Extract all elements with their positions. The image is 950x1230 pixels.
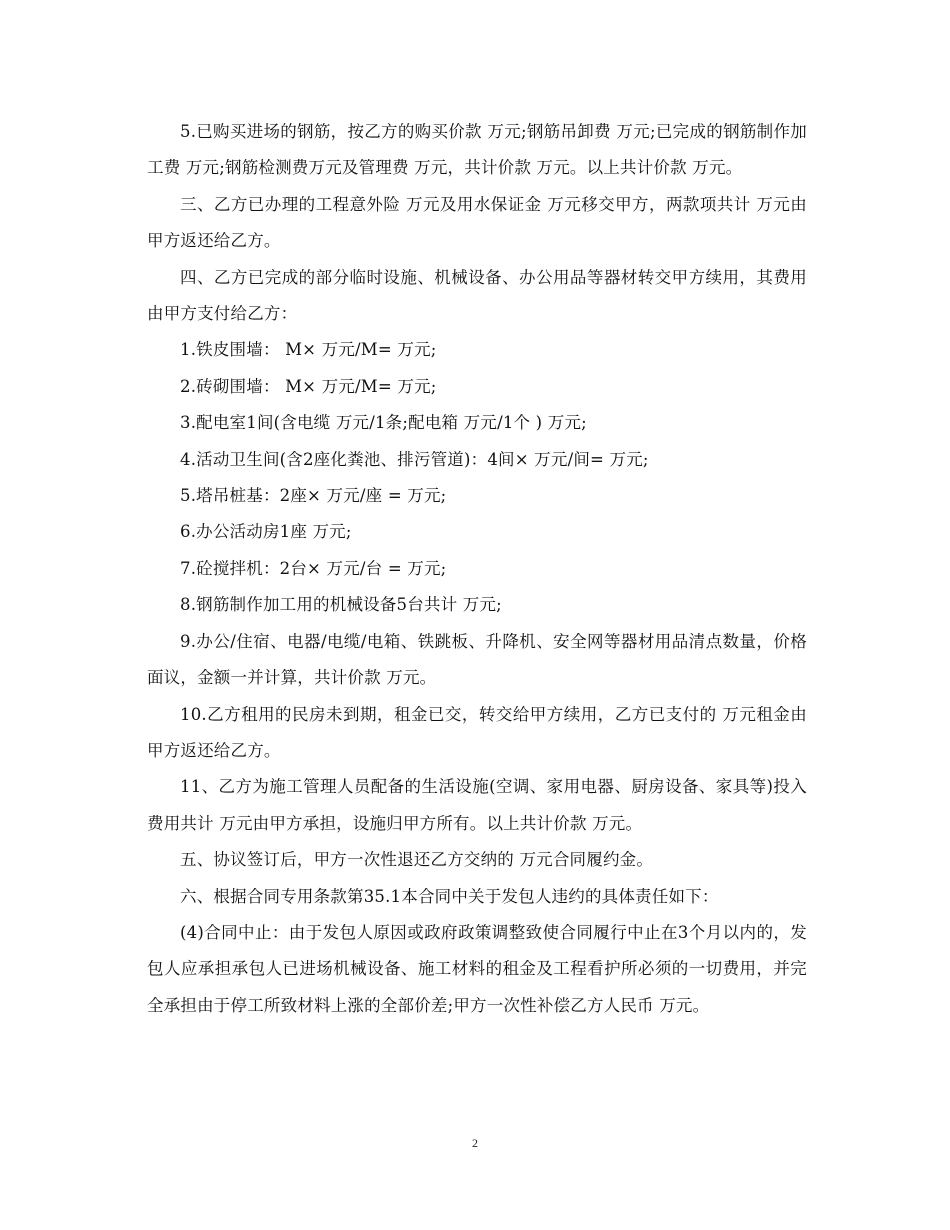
list-item-mixer: 7.砼搅拌机：2台× 万元/台 = 万元;	[180, 558, 447, 578]
paragraph-contract-suspension: (4)合同中止：由于发包人原因或政府政策调整致使合同履行中止在3个月以内的，发包人应承担承包人已进场机械设备、施工材料的租金及工程看护所必须的一切费用，并完全承担由于停工所致材料上涨的全部价差;甲方一次性补偿乙方人民币 万元。	[147, 922, 807, 1015]
paragraph-breach-clause: 六、根据合同专用条款第35.1本合同中关于发包人违约的具体责任如下：	[180, 886, 719, 906]
list-item-power-room: 3.配电室1间(含电缆 万元/1条;配电箱 万元/1个 ) 万元;	[180, 413, 587, 433]
document-body	[147, 114, 807, 1024]
list-item-office-house: 6.办公活动房1座 万元;	[180, 522, 352, 542]
list-item-brick-wall: 2.砖砌围墙： M× 万元/M= 万元;	[180, 376, 437, 396]
page-number: 2	[472, 1136, 478, 1150]
paragraph-temporary-facilities: 四、乙方已完成的部分临时设施、机械设备、办公用品等器材转交甲方续用，其费用由甲方支付给乙方：	[147, 267, 807, 324]
list-item-crane-foundation: 5.塔吊桩基：2座× 万元/座 = 万元;	[180, 486, 447, 506]
list-item-iron-fence: 1.铁皮围墙： M× 万元/M= 万元;	[180, 340, 437, 360]
list-item-living-facilities: 11、乙方为施工管理人员配备的生活设施(空调、家用电器、厨房设备、家具等)投入费用共计 万元由甲方承担，设施归甲方所有。以上共计价款 万元。	[147, 777, 807, 833]
paragraph-performance-bond: 五、协议签订后，甲方一次性退还乙方交纳的 万元合同履约金。	[180, 850, 654, 870]
list-item-steel-machines: 8.钢筋制作加工用的机械设备5台共计 万元;	[180, 595, 502, 615]
paragraph-steel-payment: 5.已购买进场的钢筋，按乙方的购买价款 万元;钢筋吊卸费 万元;已完成的钢筋制作加工费 万元;钢筋检测费万元及管理费 万元，共计价款 万元。以上共计价款 万元。	[147, 122, 807, 178]
list-item-rented-house: 10.乙方租用的民房未到期，租金已交，转交给甲方续用，乙方已支付的 万元租金由甲方返还给乙方。	[147, 704, 807, 760]
list-item-toilet: 4.活动卫生间(含2座化粪池、排污管道)：4间× 万元/间= 万元;	[180, 449, 649, 469]
paragraph-insurance-deposit: 三、乙方已办理的工程意外险 万元及用水保证金 万元移交甲方，两款项共计 万元由甲方返还给乙方。	[147, 194, 807, 251]
list-item-office-equipment: 9.办公/住宿、电器/电缆/电箱、铁跳板、升降机、安全网等器材用品清点数量，价格面议，金额一并计算，共计价款 万元。	[147, 631, 807, 688]
